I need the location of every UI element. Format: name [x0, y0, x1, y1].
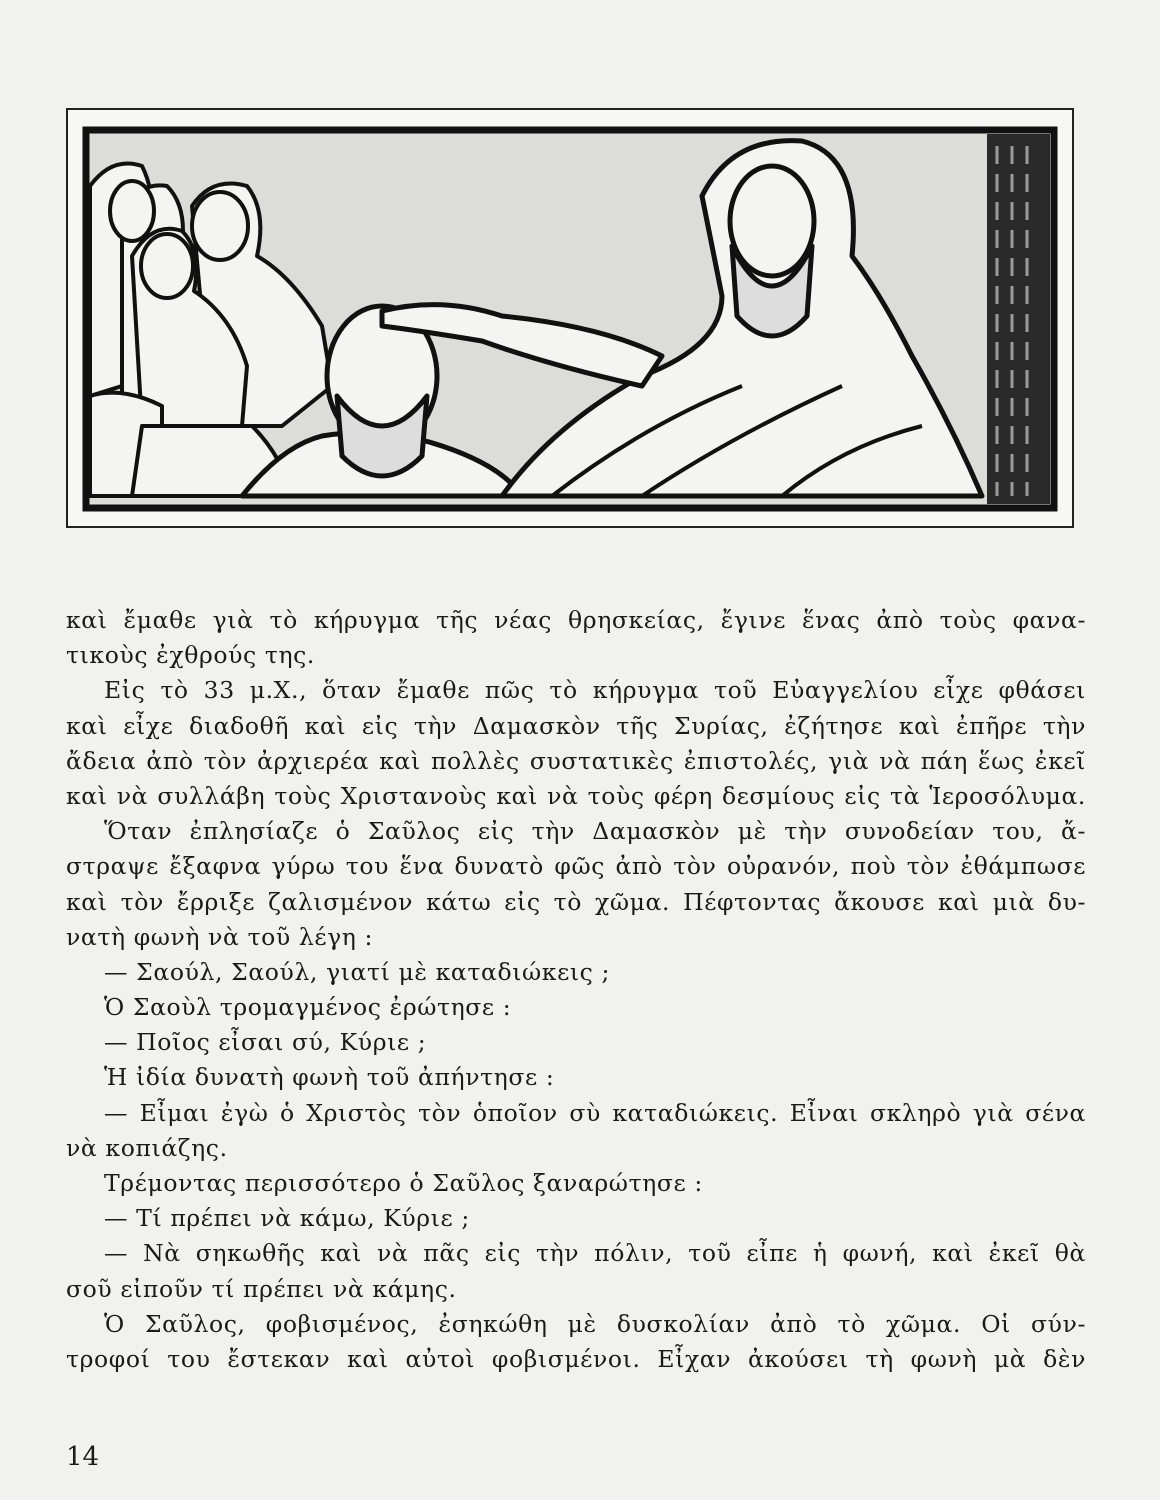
text-line: — Νὰ σηκωθῆς καὶ νὰ πᾶς εἰς τὴν πόλιν, τοῦ εἶπε ἡ φωνή, καὶ ἐκεῖ θὰ	[104, 1239, 1086, 1268]
text-line: — Ποῖος εἶσαι σύ, Κύριε ;	[104, 1028, 427, 1057]
text-line: Ὁ Σαῦλος, φοβισμένος, ἐσηκώθη μὲ δυσκολίαν ἀπὸ τὸ χῶμα. Οἱ σύν-	[104, 1309, 1086, 1338]
text-line: Τρέμοντας περισσότερο ὁ Σαῦλος ξαναρώτησε :	[104, 1169, 703, 1197]
page-number: 14	[66, 1442, 100, 1472]
text-line: καὶ εἶχε διαδοθῆ καὶ εἰς τὴν Δαμασκὸν τῆς Συρίας, ἐζήτησε καὶ ἐπῆρε τὴν	[66, 711, 1086, 740]
text-line: τικοὺς ἐχθρούς της.	[66, 641, 315, 670]
text-line: καὶ ἔμαθε γιὰ τὸ κήρυγμα τῆς νέας θρησκείας, ἔγινε ἕνας ἀπὸ τοὺς φανα-	[66, 606, 1086, 634]
text-line: νὰ κοπιάζης.	[66, 1133, 228, 1162]
text-line: — Τί πρέπει νὰ κάμω, Κύριε ;	[104, 1204, 470, 1233]
text-line: Εἰς τὸ 33 μ.Χ., ὅταν ἔμαθε πῶς τὸ κήρυγμα τοῦ Εὐαγγελίου εἶχε φθάσει	[104, 676, 1086, 705]
text-line: στραψε ἔξαφνα γύρω του ἕνα δυνατὸ φῶς ἀπὸ τὸν οὐρανόν, ποὺ τὸν ἐθάμπωσε	[66, 852, 1086, 881]
text-line: — Σαούλ, Σαούλ, γιατί μὲ καταδιώκεις ;	[104, 957, 611, 986]
text-line: Ὅταν ἐπλησίαζε ὁ Σαῦλος εἰς τὴν Δαμασκὸν μὲ τὴν συνοδείαν του, ἄ-	[104, 817, 1086, 846]
text-line: νατὴ φωνὴ νὰ τοῦ λέγη :	[66, 922, 374, 951]
text-line: ἄδεια ἀπὸ τὸν ἀρχιερέα καὶ πολλὲς συστατικὲς ἐπιστολές, γιὰ νὰ πάη ἕως ἐκεῖ	[66, 746, 1086, 775]
ananias-saul-illustration	[82, 126, 1058, 512]
illustration-frame	[66, 108, 1074, 528]
text-line: σοῦ εἰποῦν τί πρέπει νὰ κάμης.	[66, 1274, 457, 1303]
text-line: — Εἶμαι ἐγὼ ὁ Χριστὸς τὸν ὁποῖον σὺ καταδιώκεις. Εἶναι σκληρὸ γιὰ σένα	[104, 1098, 1086, 1127]
text-line: τροφοί του ἔστεκαν καὶ αὐτοὶ φοβισμένοι. Εἶχαν ἀκούσει τὴ φωνὴ μὰ δὲν	[66, 1344, 1086, 1373]
text-line: καὶ νὰ συλλάβη τοὺς Χριστανοὺς καὶ νὰ τοὺς φέρη δεσμίους εἰς τὰ Ἱεροσόλυμα.	[66, 781, 1086, 810]
body-text	[66, 603, 1086, 1377]
text-line: Ἡ ἰδία δυνατὴ φωνὴ τοῦ ἀπήντησε :	[104, 1063, 555, 1092]
text-line: Ὁ Σαοὺλ τρομαγμένος ἐρώτησε :	[104, 993, 512, 1022]
text-line: καὶ τὸν ἔρριξε ζαλισμένον κάτω εἰς τὸ χῶμα. Πέφτοντας ἄκουσε καὶ μιὰ δυ-	[66, 887, 1086, 916]
